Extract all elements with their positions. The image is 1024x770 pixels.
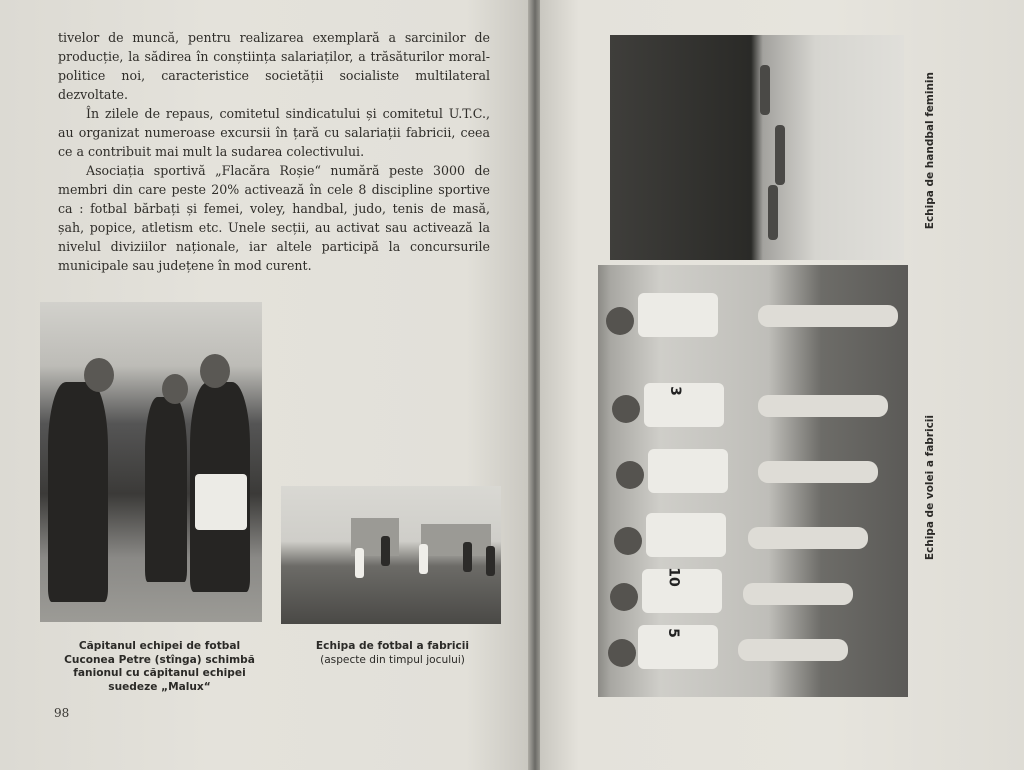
page-number: 98 [54,706,70,720]
photo-handball-team [610,35,904,260]
player-head [614,527,642,555]
player-shirt [648,449,728,493]
player-legs [758,461,878,483]
player-legs [748,527,868,549]
player-shirt [646,513,726,557]
body-text [58,28,490,275]
player [381,536,390,566]
caption-captains-text: Căpitanul echipei de fotbal Cuconea Petre (stînga) schimbă fanionul cu căpitanul echipei suedeze „Malux“ [64,640,255,693]
photo-captains-exchange [40,302,262,622]
player-head [616,461,644,489]
player-right-head [200,354,230,388]
player-shirt [644,383,724,427]
player [355,548,364,578]
player-head [610,583,638,611]
player [760,65,770,115]
player-legs [758,305,898,327]
caption-football-title: Echipa de fotbal a fabricii [315,640,470,652]
photo-volleyball-team [598,265,908,697]
jersey-number: 10 [665,567,682,587]
player-left-figure [48,382,108,602]
paragraph-2: În zilele de repaus, comitetul sindicatului și comitetul U.T.C., au organizat numeroase excursii în țară cu salariații fabricii, ceea ce a contribuit mai mult la sudarea colectivului. [58,106,490,159]
player [768,185,778,240]
player [775,125,785,185]
player-head [612,395,640,423]
player-right-shorts [195,474,247,530]
player [419,544,428,574]
photo-football-match [281,486,501,624]
player-shirt [642,569,722,613]
player-head [606,307,634,335]
player-left-head [84,358,114,392]
player [486,546,495,576]
caption-handball: Echipa de handbal feminin [924,72,936,230]
caption-volleyball: Echipa de volei a fabricii [924,415,936,561]
jersey-number: 3 [666,386,683,396]
referee-figure [145,397,187,582]
referee-head [162,374,188,404]
paragraph-3: Asociația sportivă „Flacăra Roșie“ numără peste 3000 de membri din care peste 20% activează în cele 8 discipline sportive ca : fotbal bărbați și femei, voley, handbal, judo, tenis de masă, șah, popice, atletism etc. Unele secții, au activat sau activează la nivelul diviziilor naționale, iar altele participă la concursurile municipale sau județene în mod curent. [58,163,490,273]
player-legs [738,639,848,661]
caption-captains [52,640,267,694]
player-shirt [638,293,718,337]
caption-football-sub: (aspecte din timpul jocului) [320,653,465,666]
player-legs [758,395,888,417]
background-building [421,524,491,556]
paragraph-1: tivelor de muncă, pentru realizarea exemplară a sarcinilor de producție, la sădirea în conștiința salariaților, a trăsăturilor moral-politice noi, caracteristice societății socialiste multilateral dezvoltate. [58,30,490,102]
player [463,542,472,572]
player-head [608,639,636,667]
jersey-number: 5 [664,628,681,638]
caption-football [290,640,495,667]
player-legs [743,583,853,605]
